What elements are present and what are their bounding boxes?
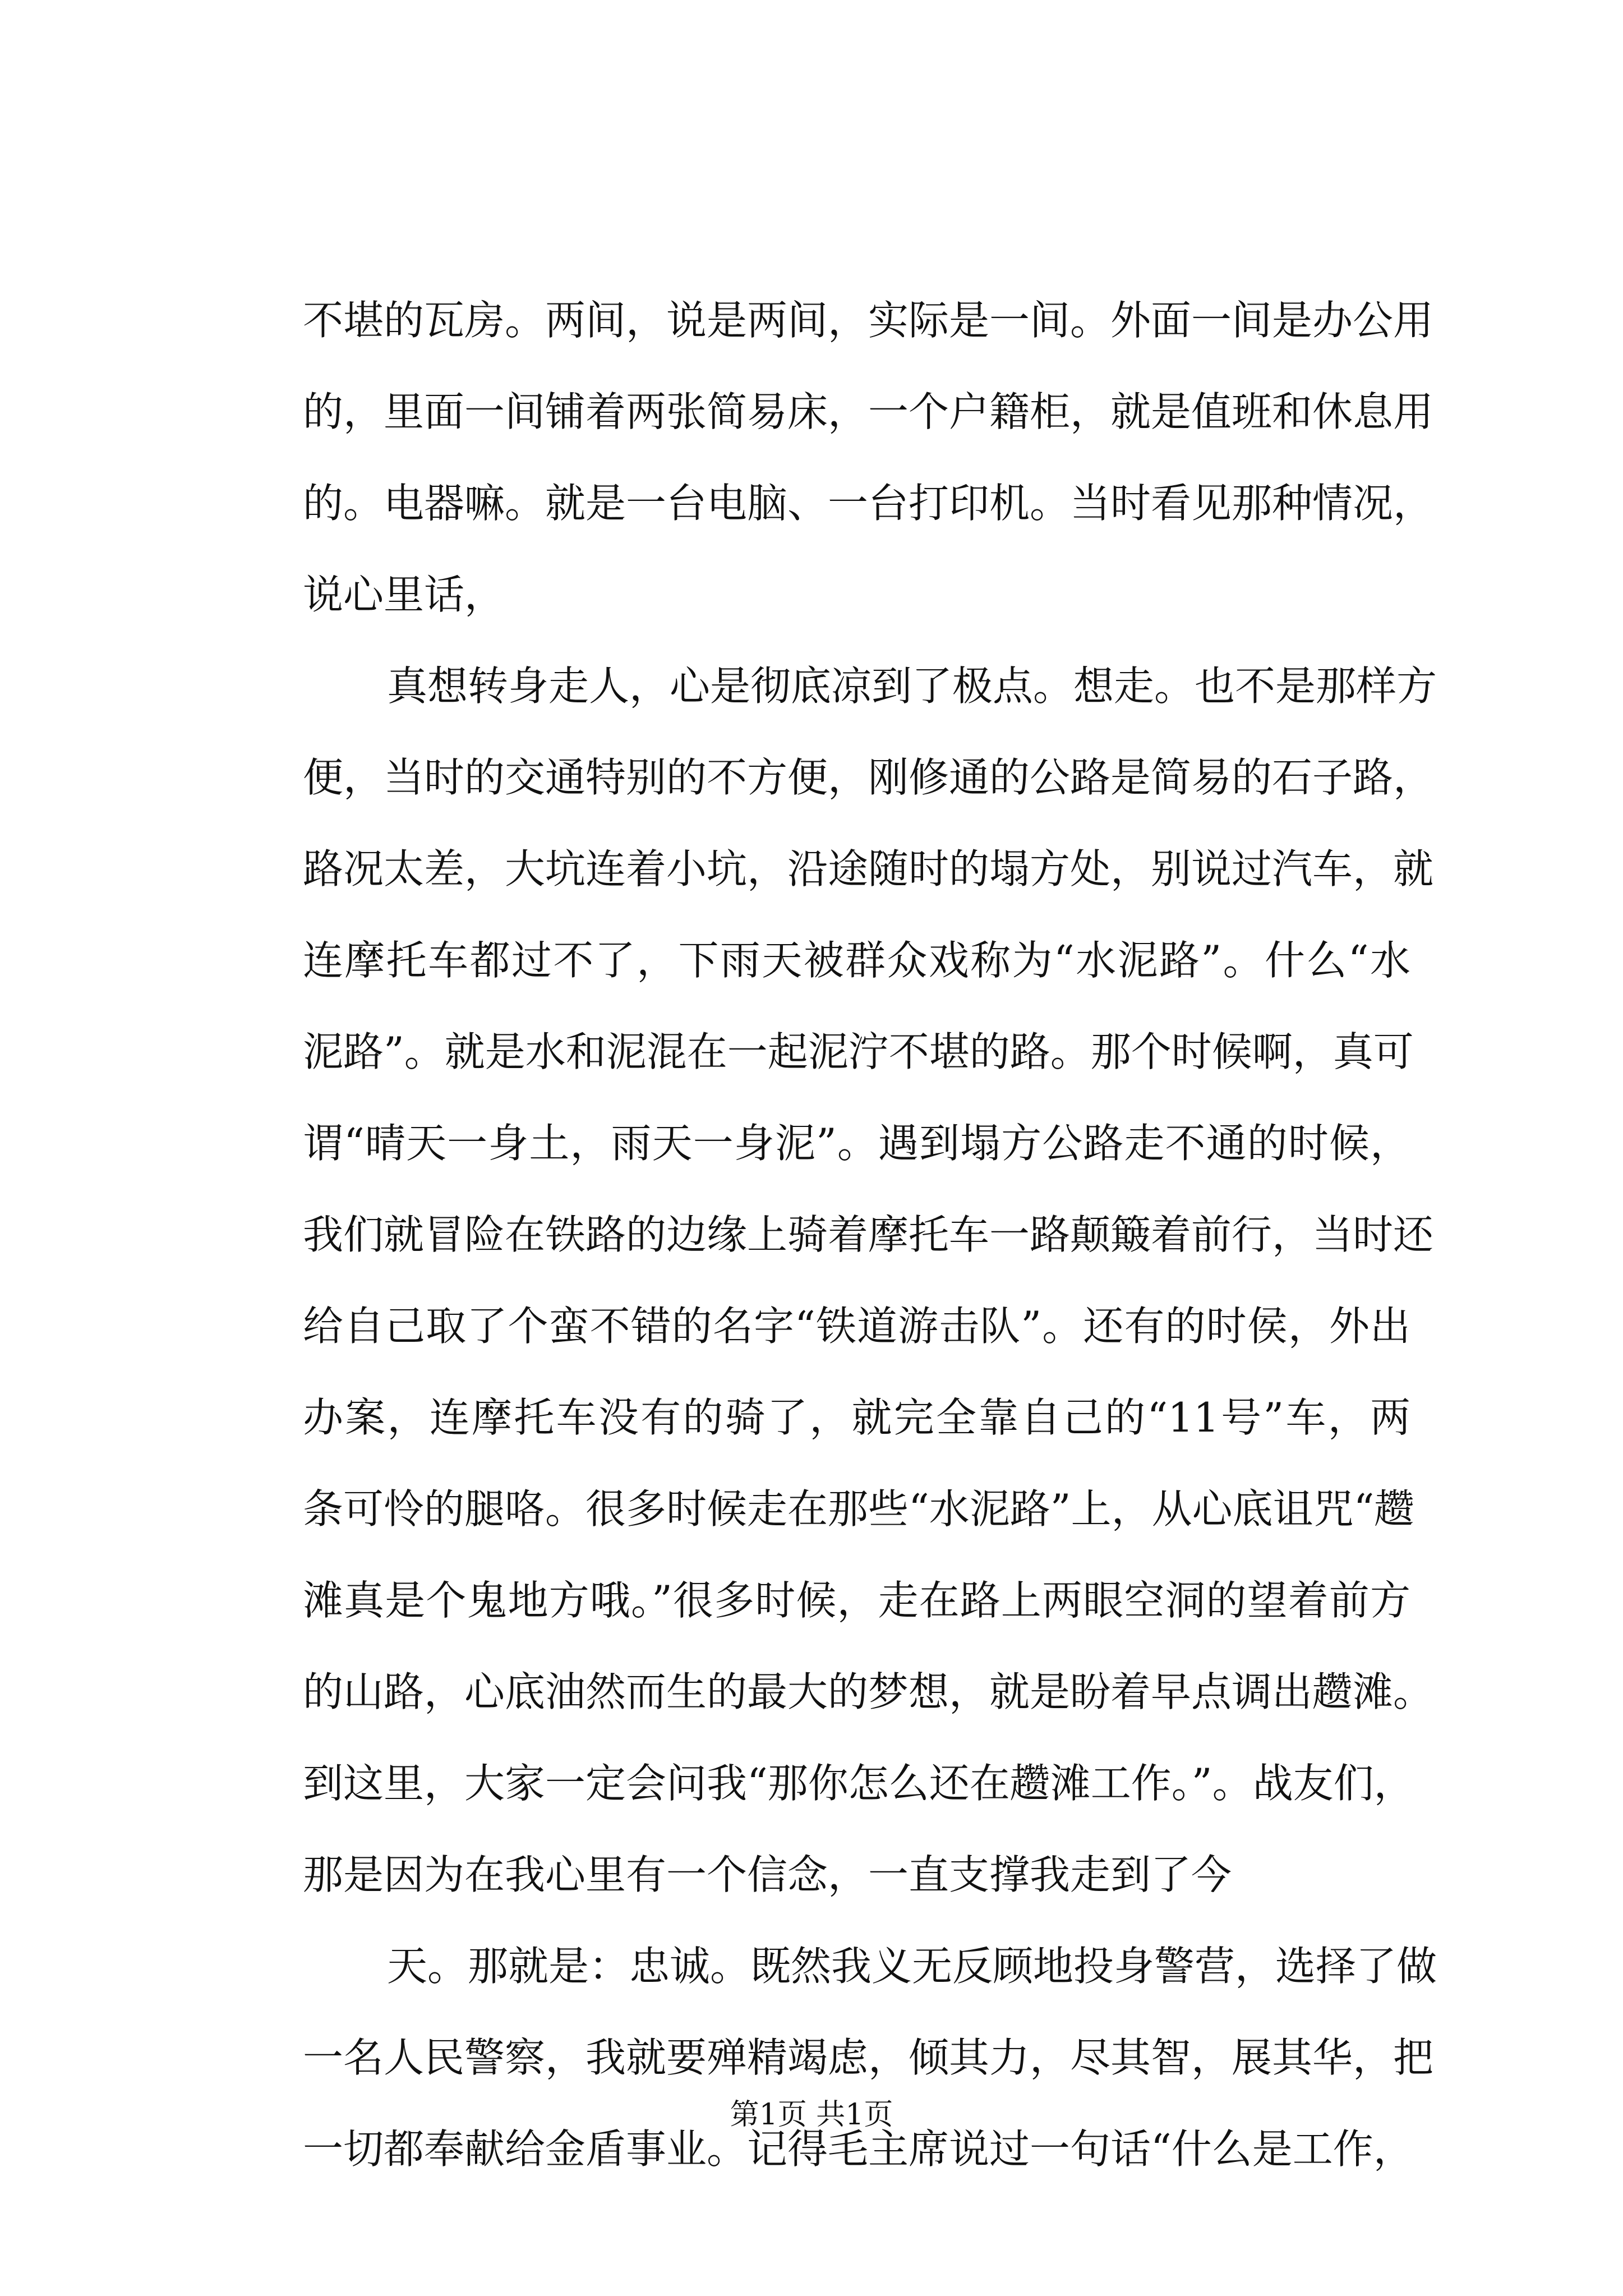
page-number: 第1页 共1页 bbox=[730, 2098, 893, 2132]
text-line: 给自己取了个蛮不错的名字“铁道游击队”。还有的时侯，外出 bbox=[303, 1303, 1410, 1350]
text-line: 泥路”。就是水和泥混在一起泥泞不堪的路。那个时候啊，真可 bbox=[303, 1028, 1414, 1075]
document-body bbox=[303, 297, 1437, 2220]
text-line: 说心里话， bbox=[303, 571, 505, 618]
text-line: 谓“晴天一身土，雨天一身泥”。遇到塌方公路走不通的时候， bbox=[303, 1120, 1410, 1167]
text-line: 到这里，大家一定会问我“那你怎么还在趱滩工作。”。战友们， bbox=[303, 1760, 1414, 1807]
text-line: 路况太差，大坑连着小坑，沿途随时的塌方处，别说过汽车，就 bbox=[303, 845, 1434, 892]
paragraph-start-line: 天。那就是：忠诚。既然我义无反顾地投身警营，选择了做 bbox=[387, 1943, 1437, 1990]
text-line: 一切都奉献给金盾事业。记得毛主席说过一句话“什么是工作， bbox=[303, 2125, 1414, 2173]
text-line: 的，里面一间铺着两张简易床，一个户籍柜，就是值班和休息用 bbox=[303, 388, 1434, 435]
text-line: 我们就冒险在铁路的边缘上骑着摩托车一路颠簸着前行，当时还 bbox=[303, 1211, 1434, 1258]
text-line: 连摩托车都过不了，下雨天被群众戏称为“水泥路”。什么“水 bbox=[303, 937, 1410, 984]
text-line: 不堪的瓦房。两间，说是两间，实际是一间。外面一间是办公用 bbox=[303, 297, 1434, 344]
paragraph-start-line: 真想转身走人，心是彻底凉到了极点。想走。也不是那样方 bbox=[387, 662, 1437, 710]
text-line: 办案，连摩托车没有的骑了，就完全靠自己的“11号”车，两 bbox=[303, 1394, 1410, 1441]
text-line: 便，当时的交通特别的不方便，刚修通的公路是简易的石子路， bbox=[303, 754, 1434, 801]
text-line: 条可怜的腿咯。很多时候走在那些“水泥路”上，从心底诅咒“趱 bbox=[303, 1485, 1415, 1533]
text-line: 滩真是个鬼地方哦。”很多时候，走在路上两眼空洞的望着前方 bbox=[303, 1577, 1410, 1624]
text-line: 的。电器嘛。就是一台电脑、一台打印机。当时看见那种情况， bbox=[303, 480, 1434, 527]
text-line: 的山路，心底油然而生的最大的梦想，就是盼着早点调出趱滩。 bbox=[303, 1668, 1434, 1715]
text-line: 那是因为在我心里有一个信念，一直支撑我走到了今 bbox=[303, 1851, 1232, 1898]
page-footer bbox=[0, 2098, 1623, 2132]
text-line: 一名人民警察，我就要殚精竭虑，倾其力，尽其智，展其华，把 bbox=[303, 2034, 1434, 2081]
